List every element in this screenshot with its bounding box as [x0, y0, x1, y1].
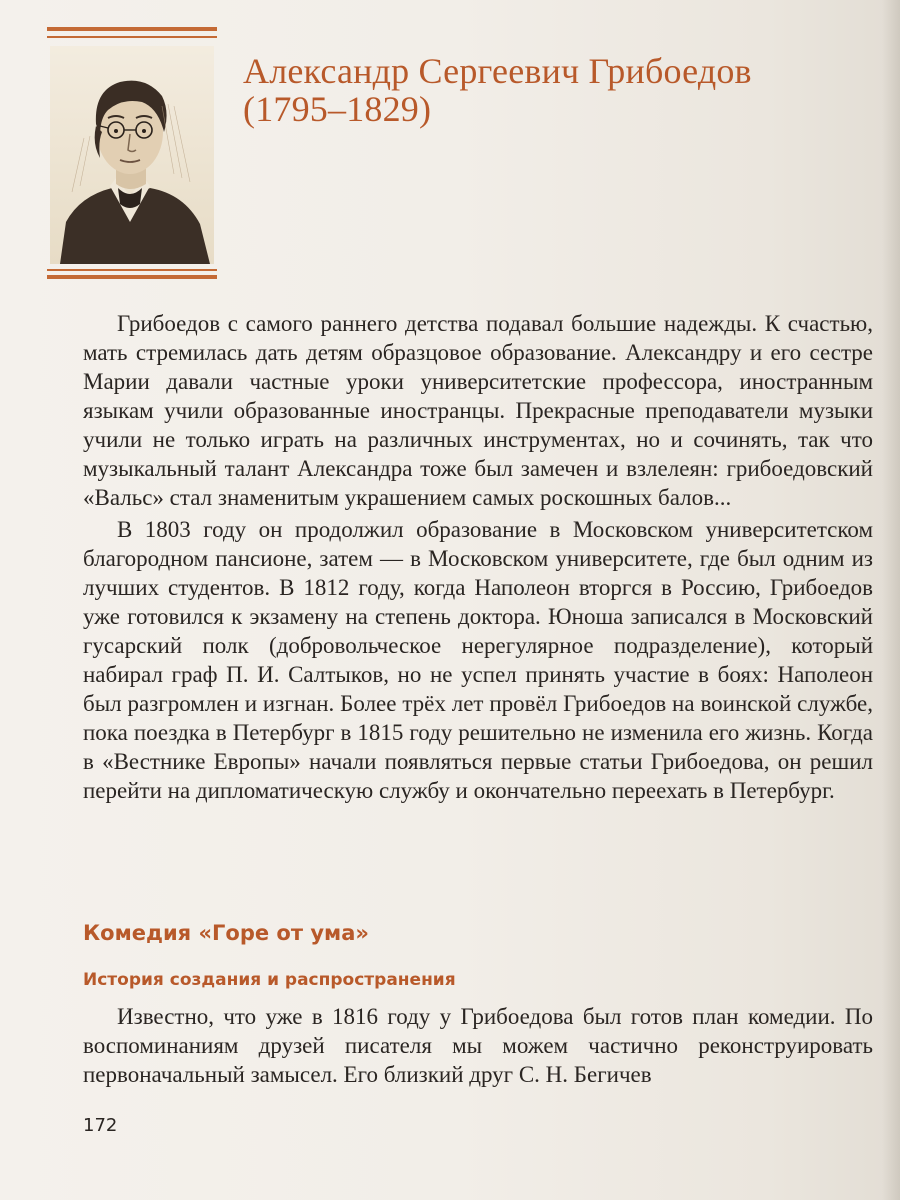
- section-heading: Комедия «Горе от ума»: [83, 921, 369, 945]
- author-name: Александр Сергеевич Грибоедов: [243, 51, 752, 91]
- paragraph: В 1803 году он продолжил образование в Московском университетском благородном пансионе, затем — в Московском университете, где был одним из лучших студентов. В 1812 году, когда Наполеон вторгся в Россию, Грибоедов уже готовился к экзамену на степень доктора. Юноша записался в Московский гусарский полк (добровольческое нерегулярное подразделение), который набирал граф П. И. Салтыков, но не успел принять участие в боях: Наполеон был разгромлен и изгнан. Более трёх лет провёл Грибоедов на воинской службе, пока поездка в Петербург в 1815 году решительно не изменила его жизнь. Когда в «Вестнике Европы» начали появляться первые статьи Грибоедова, он решил перейти на дипломатическую службу и окончательно переехать в Петербург.: [83, 517, 873, 803]
- frame-rule-top-thin: [47, 36, 217, 38]
- section-text: [83, 1002, 873, 1089]
- biography-text: [83, 309, 873, 805]
- paragraph: Известно, что уже в 1816 году у Грибоедова был готов план комедии. По воспоминаниям друзей писателя мы можем частично реконструировать первоначальный замысел. Его близкий друг С. Н. Бегичев: [83, 1004, 873, 1087]
- author-life-years: (1795–1829): [243, 89, 432, 129]
- chapter-title: [243, 52, 873, 128]
- frame-rule-top-thick: [47, 27, 217, 31]
- frame-rule-bottom-thin: [47, 269, 217, 271]
- page-number: 172: [83, 1115, 118, 1136]
- frame-rule-bottom-thick: [47, 275, 217, 279]
- subsection-heading: История создания и распространения: [83, 970, 456, 990]
- paragraph: Грибоедов с самого раннего детства подавал большие надежды. К счастью, мать стремилась дать детям образцовое образование. Александру и его сестре Марии давали частные уроки университетские профессора, иностранным языкам учили образованные иностранцы. Прекрасные преподаватели музыки учили не только играть на различных инструментах, но и сочинять, так что музыкальный талант Александра тоже был замечен и взлелеян: грибоедовский «Вальс» стал знаменитым украшением самых роскошных балов...: [83, 311, 873, 510]
- portrait-frame: [47, 27, 217, 289]
- griboedov-portrait: [50, 46, 214, 264]
- portrait-engraving-image: [50, 46, 214, 264]
- page-edge-shadow: [882, 0, 900, 1200]
